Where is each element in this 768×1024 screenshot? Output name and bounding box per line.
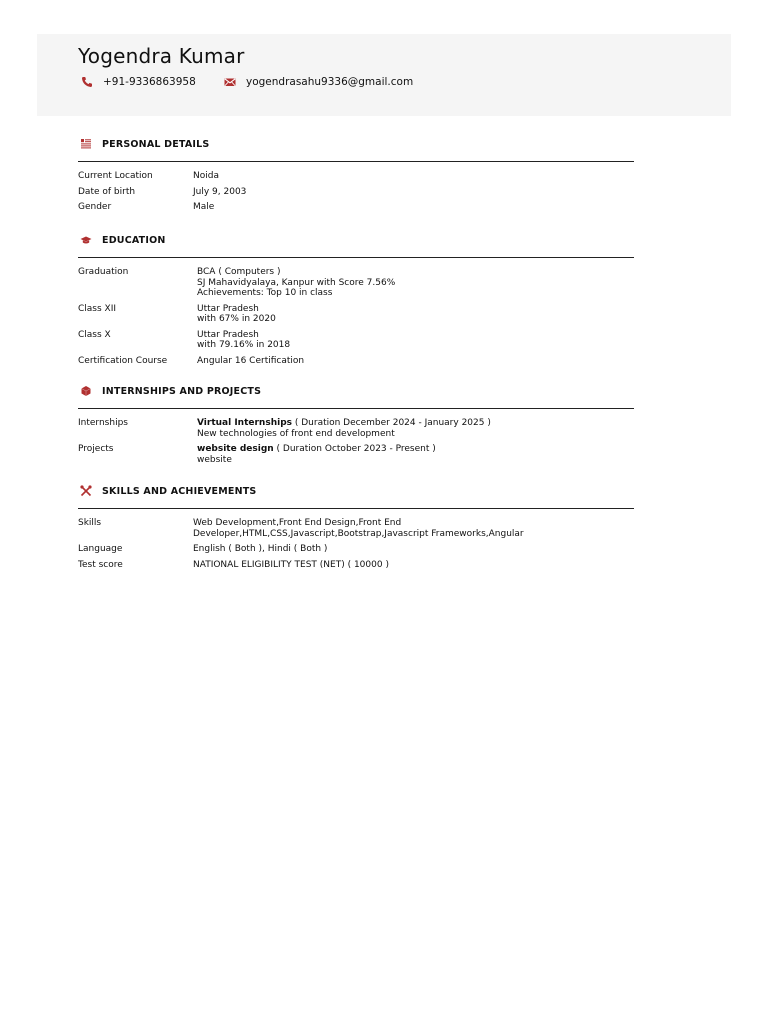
section-divider (78, 408, 634, 409)
value-line: English ( Both ), Hindi ( Both ) (193, 544, 328, 554)
id-card-icon (80, 138, 92, 150)
section-heading (78, 380, 634, 402)
personal-details-rows (78, 171, 634, 218)
value-line: with 79.16% in 2018 (197, 340, 291, 350)
list-item (78, 187, 634, 198)
value-line: NATIONAL ELIGIBILITY TEST (NET) ( 10000 ) (193, 559, 389, 570)
field-label: Gender (78, 202, 112, 212)
section-divider (78, 257, 634, 258)
field-value (197, 267, 634, 299)
field-value (193, 518, 634, 539)
list-item (78, 330, 634, 351)
entry-duration: ( Duration October 2023 - Present ) (273, 444, 436, 454)
section-divider (78, 161, 634, 162)
field-label: Projects (78, 444, 114, 454)
value-line: Developer,HTML,CSS,Javascript,Bootstrap,Javascript Frameworks,Angular (193, 528, 524, 539)
value-line: Angular 16 Certification (197, 355, 305, 366)
section-title: EDUCATION (102, 234, 166, 246)
field-label: Class X (78, 329, 111, 340)
field-label: Class XII (78, 303, 117, 314)
field-label: Internships (78, 418, 128, 428)
field-value (193, 544, 634, 555)
field-value (197, 418, 634, 439)
tools-icon (80, 485, 92, 497)
candidate-name: Yogendra Kumar (78, 44, 245, 68)
field-label: Skills (78, 518, 102, 528)
list-item (78, 267, 634, 299)
envelope-icon (224, 76, 236, 88)
field-label: Graduation (78, 267, 129, 277)
field-value (197, 356, 634, 367)
field-label: Current Location (78, 171, 153, 181)
list-item (78, 560, 634, 571)
value-line: BCA ( Computers ) (197, 267, 281, 277)
field-value: Noida (193, 171, 219, 181)
section-title: INTERNSHIPS AND PROJECTS (102, 385, 262, 397)
value-line: SJ Mahavidyalaya, Kanpur with Score 7.56% (197, 277, 396, 288)
field-value: July 9, 2003 (193, 186, 247, 197)
list-item (78, 418, 634, 439)
entry-description: website (197, 454, 232, 465)
list-item (78, 356, 634, 367)
section-heading (78, 480, 634, 502)
value-line: Uttar Pradesh (197, 329, 259, 340)
internships-rows (78, 418, 634, 470)
value-line: Web Development,Front End Design,Front End (193, 518, 402, 528)
email-address[interactable]: yogendrasahu9336@gmail.com (246, 76, 414, 88)
value-line: Uttar Pradesh (197, 303, 259, 314)
cube-icon (80, 385, 92, 397)
section-title: PERSONAL DETAILS (102, 138, 210, 150)
skills-achievements-section (78, 480, 634, 570)
entry-title: Virtual Internships (197, 418, 292, 428)
entry-duration: ( Duration December 2024 - January 2025 ) (292, 418, 491, 428)
education-rows (78, 267, 634, 371)
phone-icon (81, 76, 93, 88)
list-item (78, 518, 634, 539)
list-item (78, 444, 634, 465)
list-item (78, 171, 634, 182)
section-divider (78, 508, 634, 509)
section-heading (78, 229, 634, 251)
phone-number[interactable]: +91-9336863958 (103, 76, 196, 88)
list-item (78, 544, 634, 555)
list-item (78, 304, 634, 325)
field-value (197, 304, 634, 325)
field-label: Language (78, 544, 123, 554)
field-label: Certification Course (78, 355, 168, 366)
email-contact (224, 76, 413, 88)
phone-contact (81, 76, 196, 88)
value-line: with 67% in 2020 (197, 314, 276, 324)
skills-rows (78, 518, 634, 575)
field-label: Date of birth (78, 186, 136, 197)
field-label: Test score (78, 559, 123, 570)
internships-projects-section (78, 380, 634, 465)
value-line: Achievements: Top 10 in class (197, 288, 333, 298)
field-value (197, 444, 634, 465)
personal-details-section (78, 133, 634, 212)
entry-title: website design (197, 444, 274, 454)
entry-description: New technologies of front end development (197, 428, 395, 439)
field-value (193, 560, 634, 571)
graduation-cap-icon (80, 234, 92, 246)
resume-header (37, 34, 731, 116)
education-section (78, 229, 634, 366)
list-item (78, 202, 634, 213)
field-value (197, 330, 634, 351)
section-title: SKILLS AND ACHIEVEMENTS (102, 485, 257, 497)
field-value: Male (193, 202, 215, 212)
section-heading (78, 133, 634, 155)
